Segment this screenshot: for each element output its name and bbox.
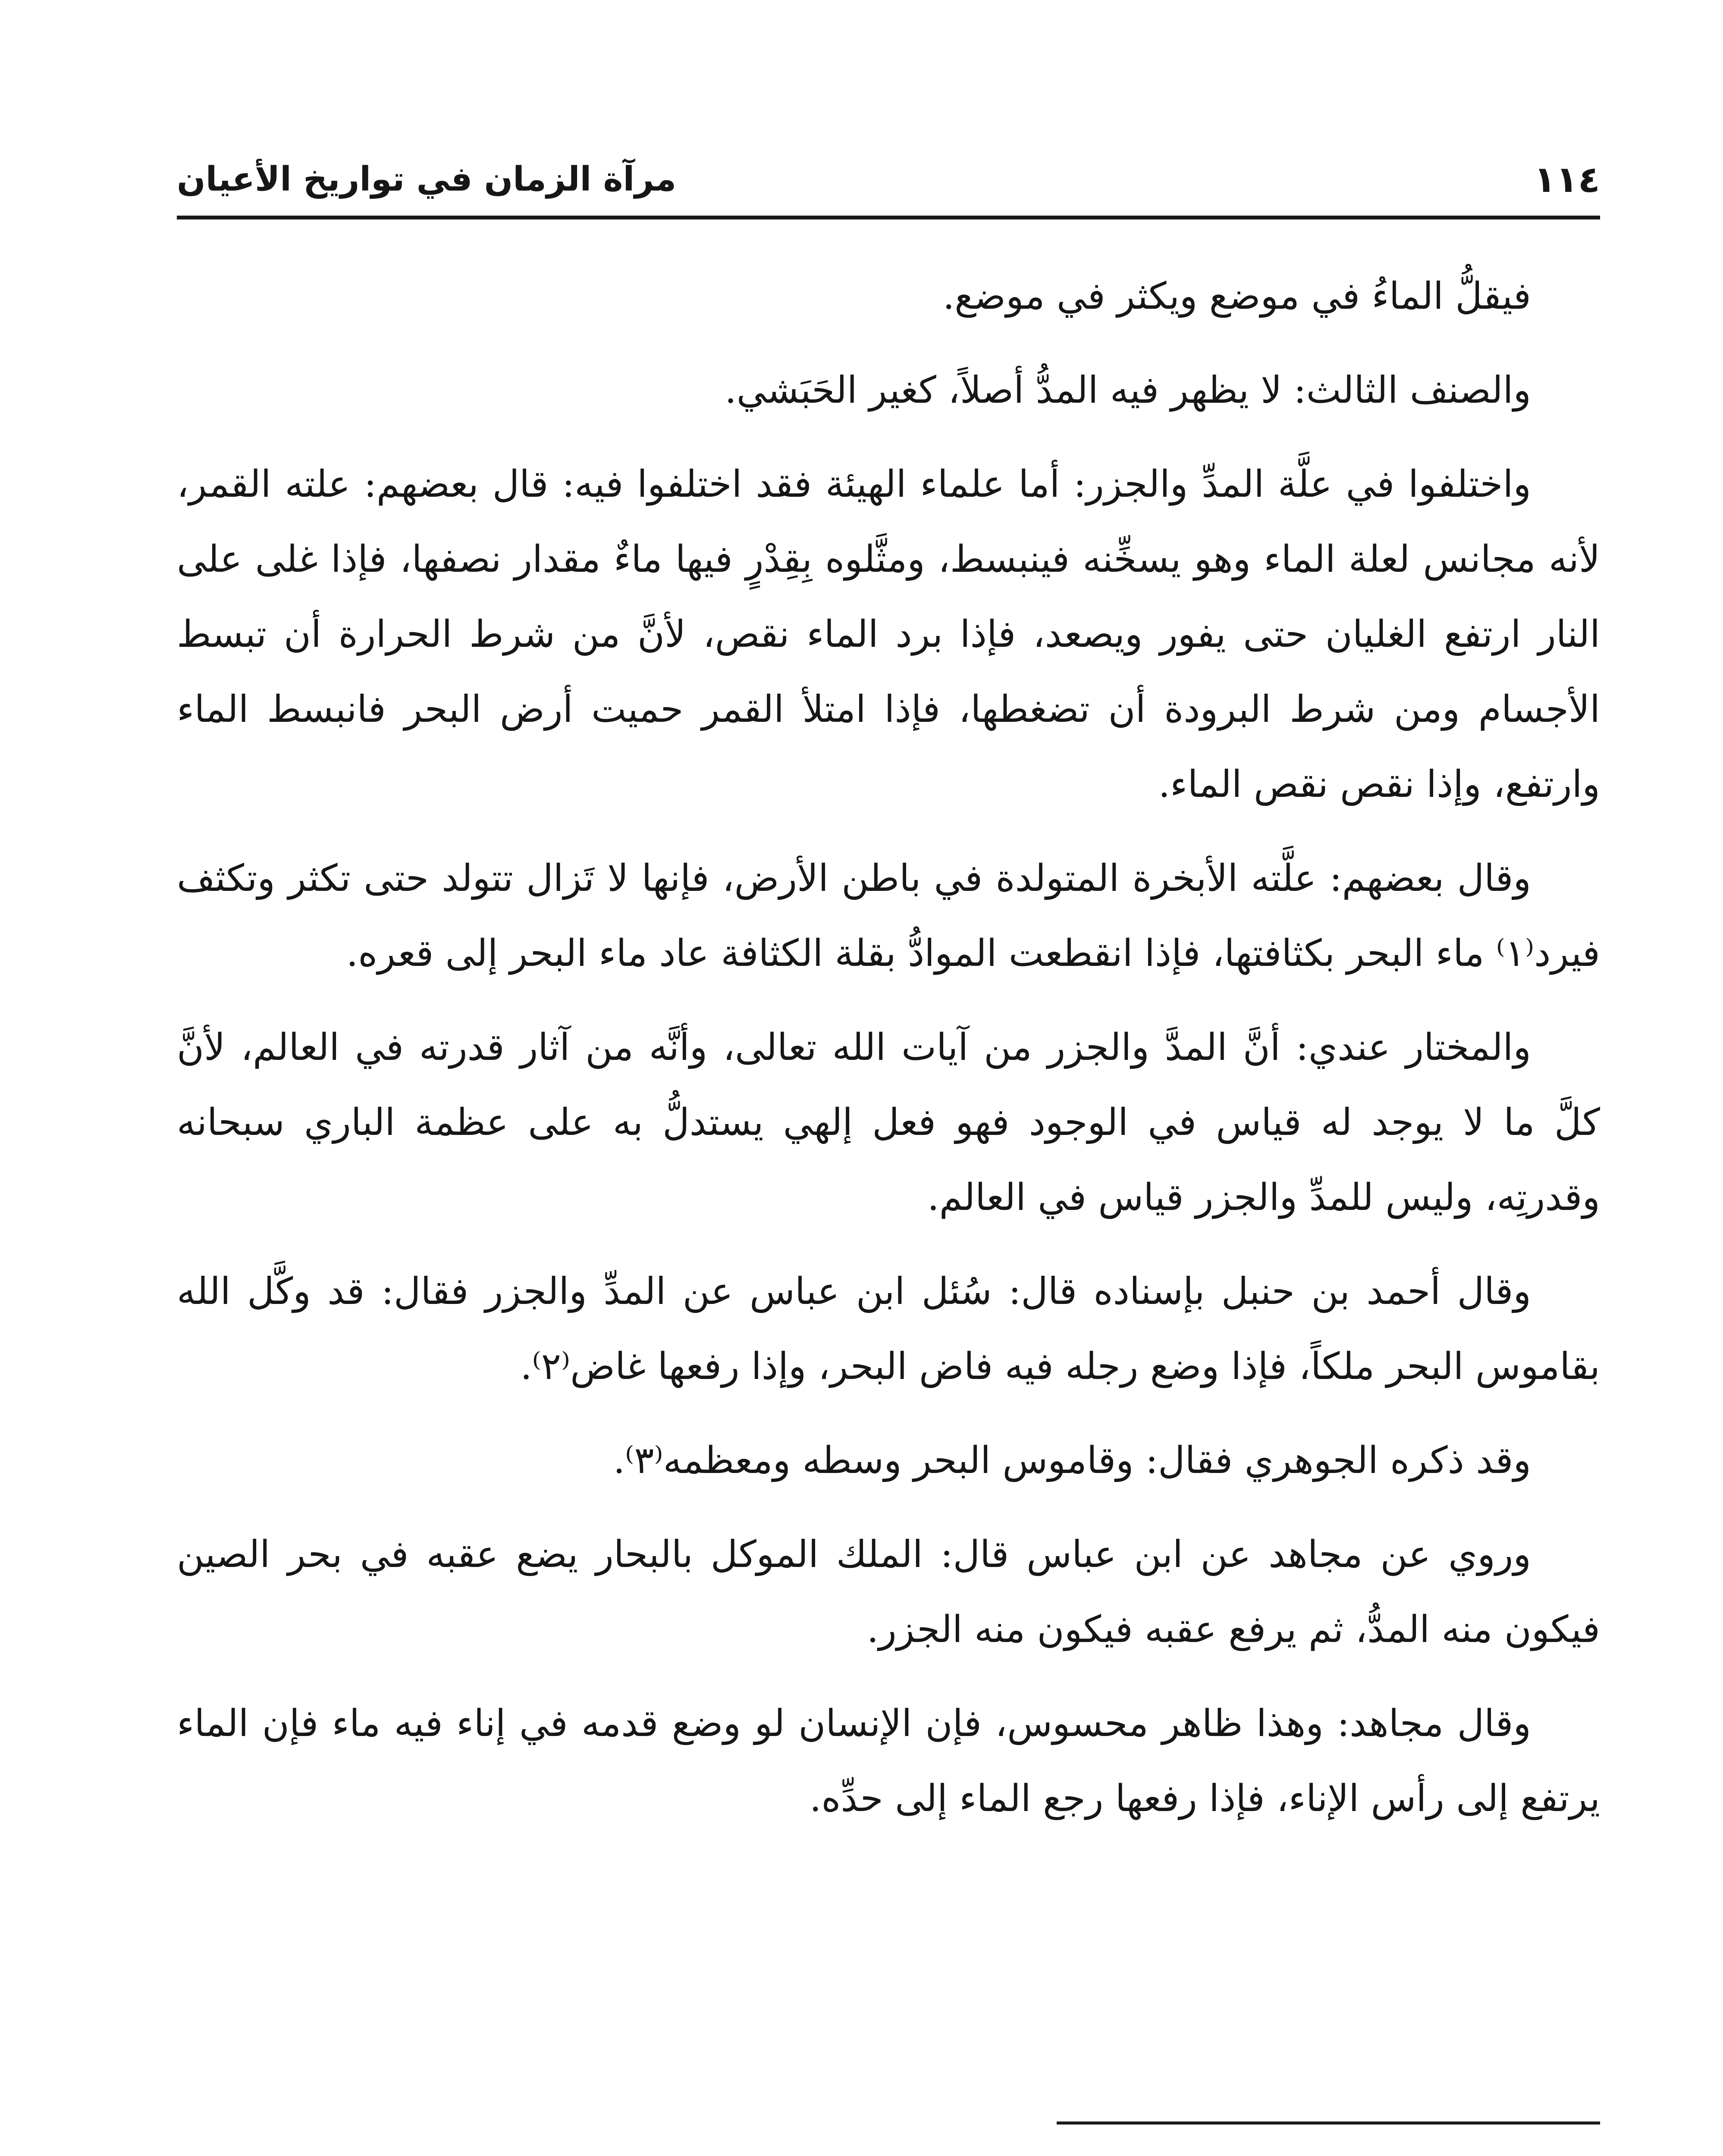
paragraph: فيقلُّ الماءُ في موضع ويكثر في موضع. [942,275,1531,318]
paragraph: وقال بعضهم: علَّته الأبخرة المتولدة في باطن الأرض، فإنها لا تَزال تتولد حتى تكثر وتكثف فيرد⁽١⁾ ماء البحر بكثافتها، فإذا انقطعت الموادُّ بقلة الكثافة عاد ماء البحر إلى قعره. [177,857,1600,975]
book-title: مرآة الزمان في تواريخ الأعيان [177,160,677,199]
paragraph: والمختار عندي: أنَّ المدَّ والجزر من آيات الله تعالى، وأنَّه من آثار قدرته في العالم، لأنَّ كلَّ ما لا يوجد له قياس في الوجود فهو فعل إلهي يستدلُّ به على عظمة الباري سبحانه وقدرتِه، وليس للمدِّ والجزر قياس في العالم. [177,1026,1600,1219]
page-number: ١١٤ [1534,158,1600,201]
paragraph: والصنف الثالث: لا يظهر فيه المدُّ أصلاً، كغير الحَبَشي. [725,369,1531,412]
paragraph: وقال مجاهد: وهذا ظاهر محسوس، فإن الإنسان لو وضع قدمه في إناء فيه ماء فإن الماء يرتفع إلى رأس الإناء، فإذا رفعها رجع الماء إلى حدِّه. [177,1702,1600,1820]
paragraph: وقد ذكره الجوهري فقال: وقاموس البحر وسطه ومعظمه⁽٣⁾. [613,1439,1531,1482]
paragraph: وروي عن مجاهد عن ابن عباس قال: الملك الموكل بالبحار يضع عقبه في بحر الصين فيكون منه المدُّ، ثم يرفع عقبه فيكون منه الجزر. [177,1533,1600,1651]
main-text [177,259,1600,1855]
page-header [177,142,1600,219]
paragraph: وقال أحمد بن حنبل بإسناده قال: سُئل ابن عباس عن المدِّ والجزر فقال: قد وكَّل الله بقاموس البحر ملكاً، فإذا وضع رجله فيه فاض البحر، وإذا رفعها غاض⁽٢⁾. [177,1270,1600,1388]
paragraph: واختلفوا في علَّة المدِّ والجزر: أما علماء الهيئة فقد اختلفوا فيه: قال بعضهم: علته القمر، لأنه مجانس لعلة الماء وهو يسخِّنه فينبسط، ومثَّلوه بِقِدْرٍ فيها ماءٌ مقدار نصفها، فإذا غلى على النار ارتفع الغليان حتى يفور ويصعد، فإذا برد الماء نقص، لأنَّ من شرط الحرارة أن تبسط الأجسام ومن شرط البرودة أن تضغطها، فإذا امتلأ القمر حميت أرض البحر فانبسط الماء وارتفع، وإذا نقص نقص الماء. [177,463,1600,806]
footnote-separator [1057,2122,1600,2125]
